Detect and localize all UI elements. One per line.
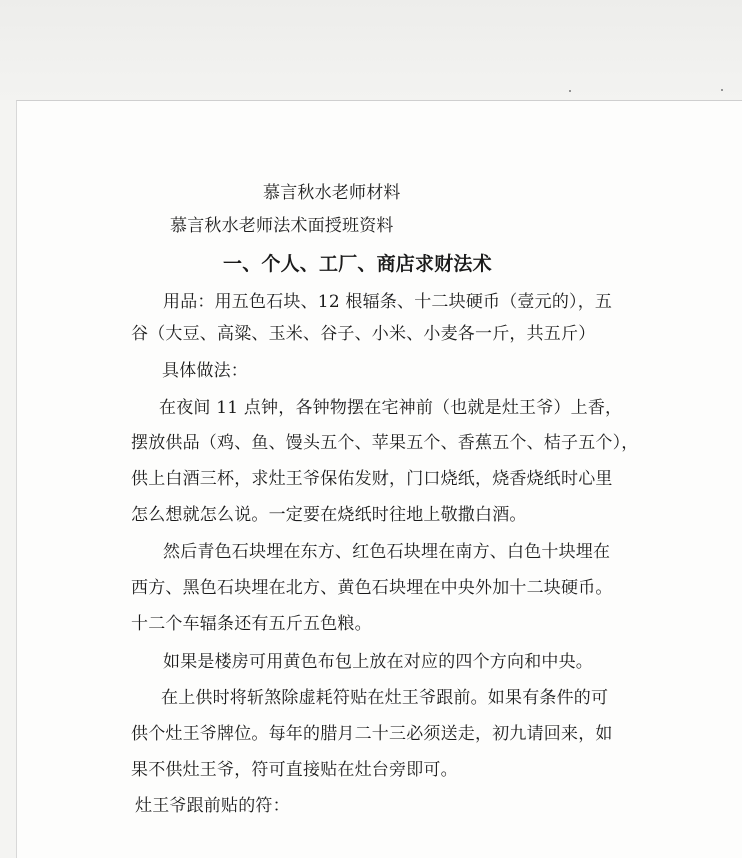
document-page [16,100,742,858]
materials-line-2: 谷（大豆、高粱、玉米、谷子、小米、小麦各一斤，共五斤） [131,324,596,344]
scan-speck [721,89,723,91]
document-title: 慕言秋水老师材料 [263,183,401,203]
burial-line-3: 十二个车辐条还有五斤五色粮。 [131,614,372,634]
burial-line-1: 然后青色石块埋在东方、红色石块埋在南方、白色十块埋在 [163,542,611,562]
steps-line-1: 在夜间 11 点钟，各钟物摆在宅神前（也就是灶王爷）上香， [159,398,623,418]
building-paragraph: 如果是楼房可用黄色布包上放在对应的四个方向和中央。 [163,652,593,672]
talisman-line-2: 供个灶王爷牌位。每年的腊月二十三必须送走，初九请回来，如 [131,724,613,744]
document-subtitle: 慕言秋水老师法术面授班资料 [170,216,394,236]
materials-line-1: 用品：用五色石块、12 根辐条、十二块硬币（壹元的），五 [163,292,613,312]
scan-background [0,0,742,100]
scan-speck [569,90,571,92]
steps-line-2: 摆放供品（鸡、鱼、馒头五个、苹果五个、香蕉五个、桔子五个）， [131,433,639,453]
talisman-line-3: 果不供灶王爷，符可直接贴在灶台旁即可。 [131,760,458,780]
burial-line-2: 西方、黑色石块埋在北方、黄色石块埋在中央外加十二块硬币。 [131,578,613,598]
section-heading: 一、个人、工厂、商店求财法术 [223,253,492,275]
talisman-line-1: 在上供时将斩煞除虚耗符贴在灶王爷跟前。如果有条件的可 [161,688,609,708]
closing-label: 灶王爷跟前贴的符： [135,796,290,816]
steps-line-3: 供上白酒三杯，求灶王爷保佑发财，门口烧纸，烧香烧纸时心里 [131,469,613,489]
method-label: 具体做法： [162,361,248,381]
steps-line-4: 怎么想就怎么说。一定要在烧纸时往地上敬撒白酒。 [131,505,527,525]
